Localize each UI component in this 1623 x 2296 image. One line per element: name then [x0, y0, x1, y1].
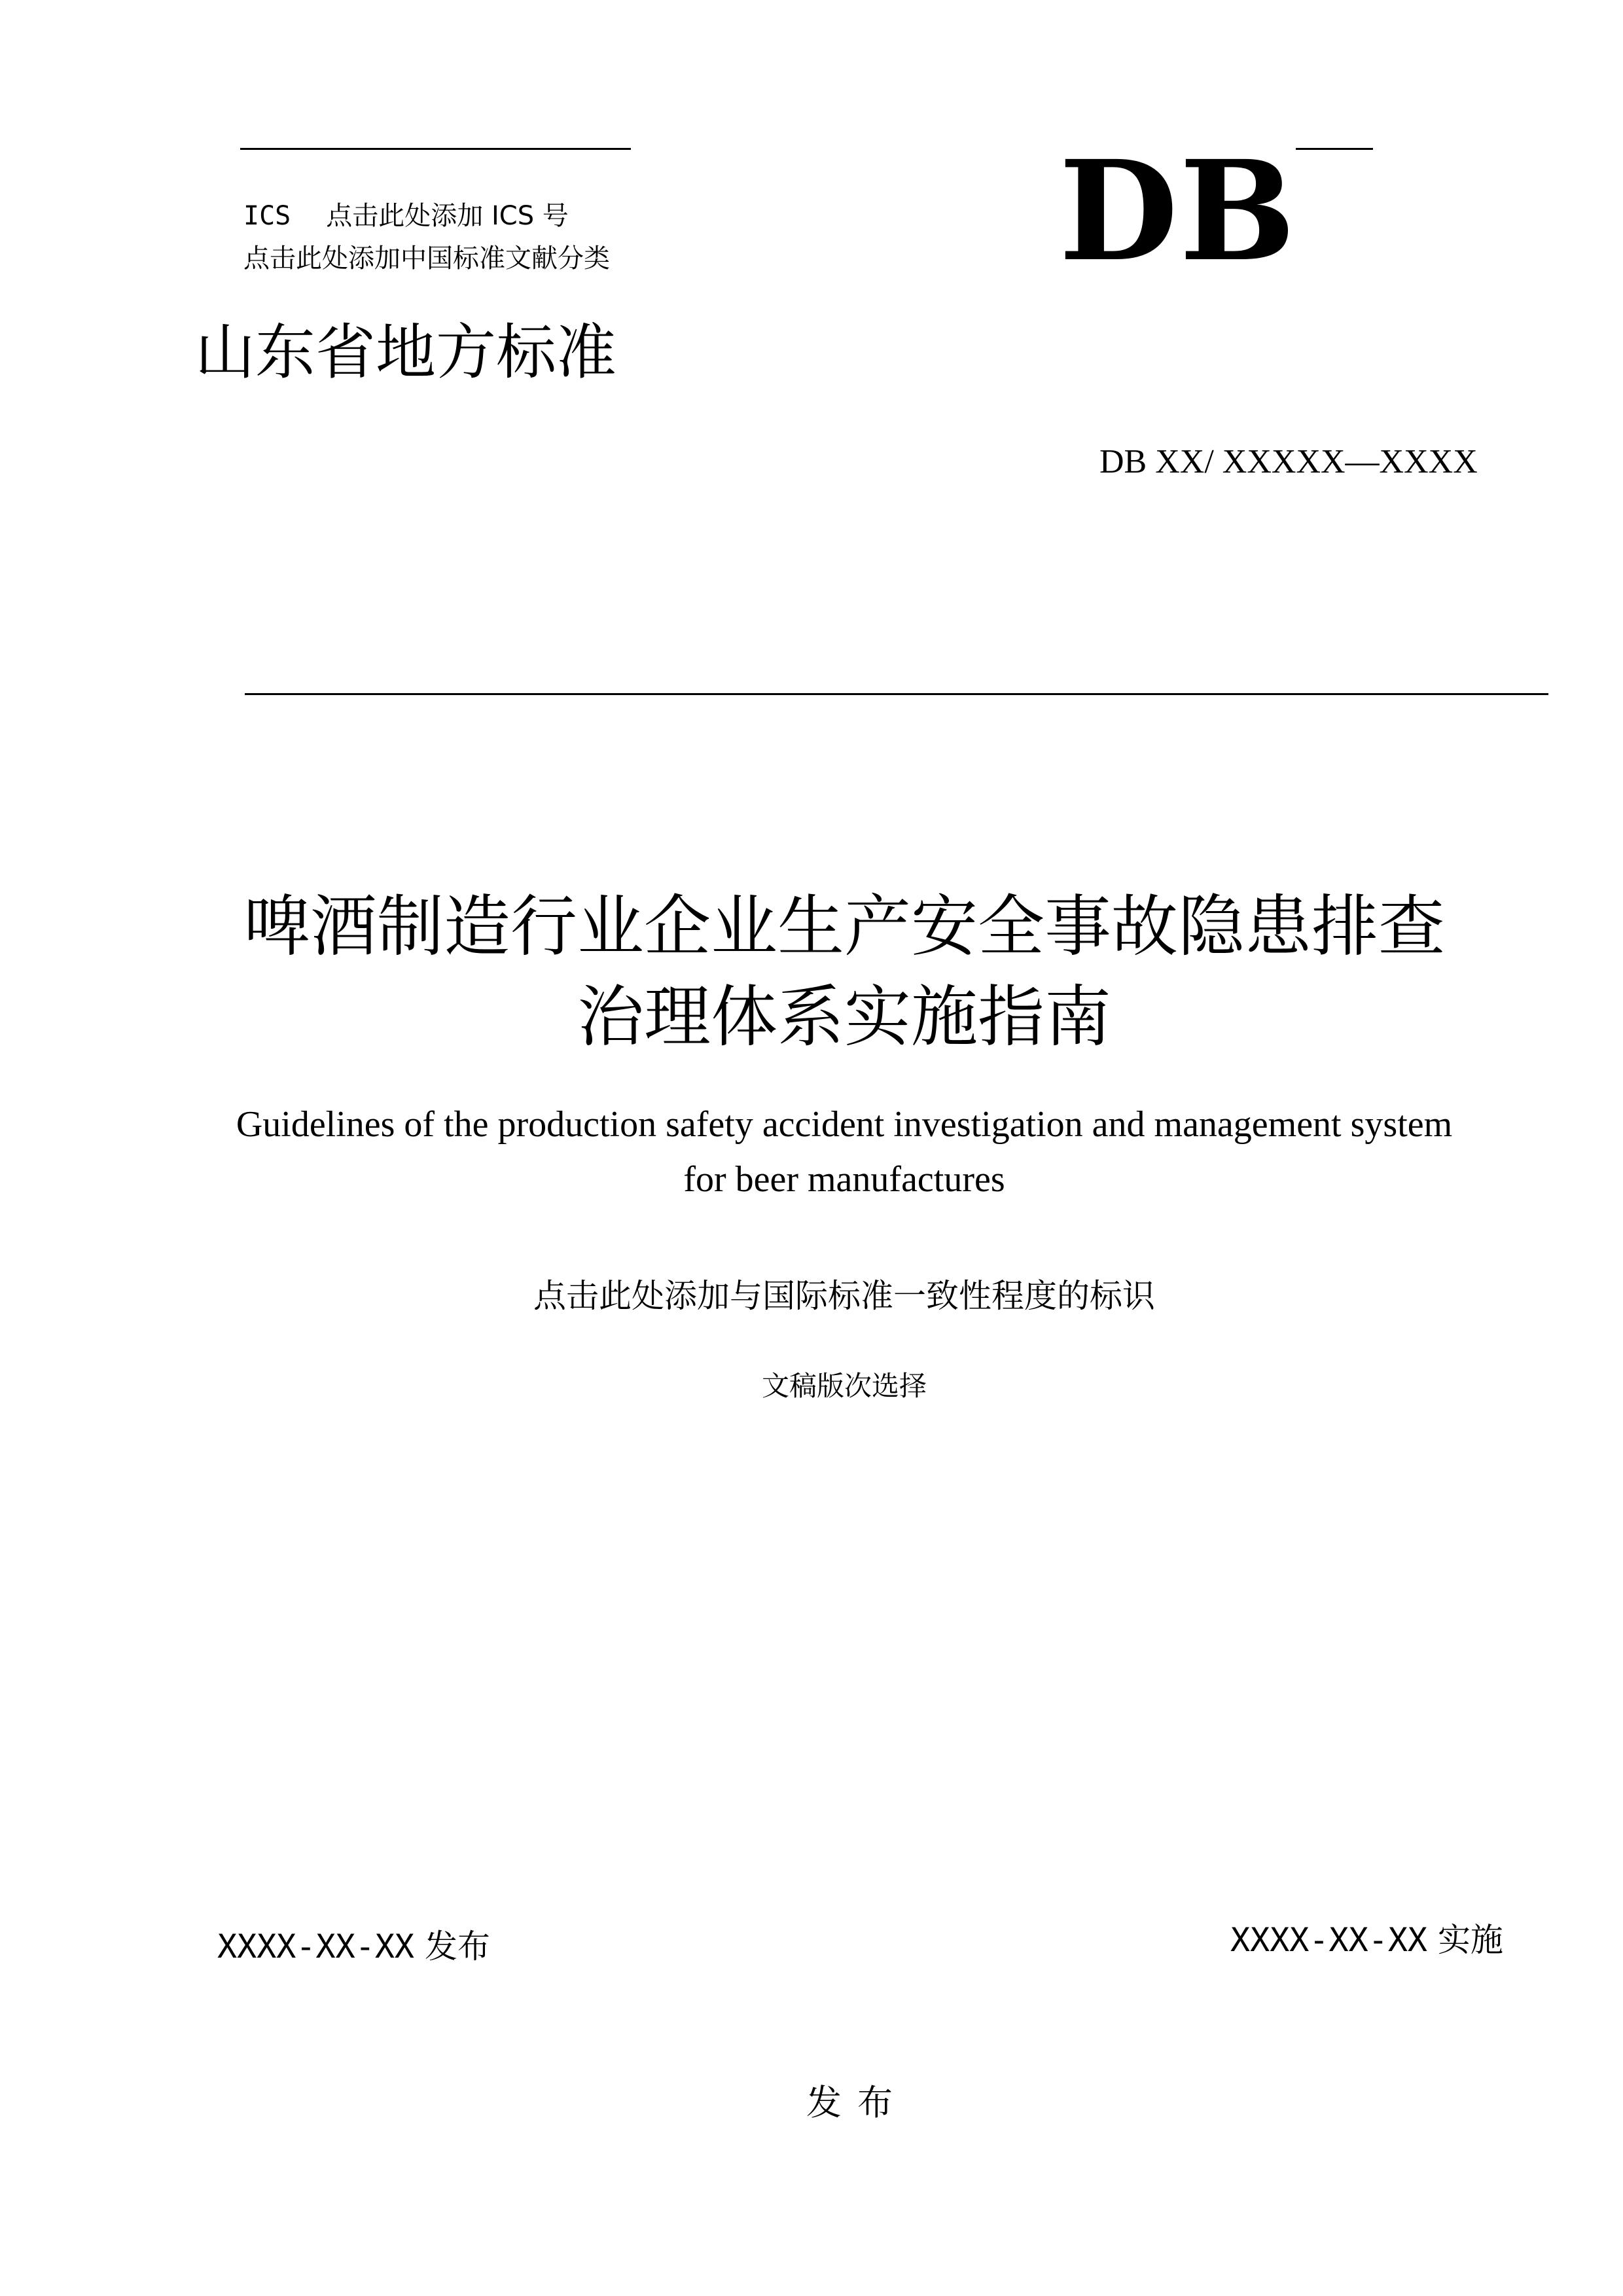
ics-label: ICS [243, 201, 291, 231]
consistency-block [0, 1270, 1623, 1317]
publish-date-line [217, 1920, 490, 1967]
draft-block [0, 1365, 1623, 1404]
consistency-note[interactable]: 点击此处添加与国际标准一致性程度的标识 [533, 1277, 1155, 1315]
standard-number: DB XX/ XXXXX—XXXX [1099, 443, 1478, 480]
implement-date-line [1230, 1914, 1503, 1961]
title-cn-line1: 啤酒制造行业企业生产安全事故隐患排查 [243, 888, 1445, 966]
title-en-block [0, 1097, 1623, 1207]
ics-line[interactable] [243, 200, 569, 232]
db-logo: DB [1059, 130, 1297, 292]
ccs-placeholder: 点击此处添加中国标准文献分类 [243, 243, 610, 274]
title-cn-block [0, 882, 1623, 1063]
header-rule-right [1296, 148, 1373, 150]
title-cn-line2: 治理体系实施指南 [577, 978, 1111, 1056]
draft-version-select[interactable]: 文稿版次选择 [761, 1370, 927, 1402]
publish-date[interactable]: XXXX-XX-XX [217, 1928, 415, 1965]
title-en-line1: Guidelines of the production safety accident investigation and management system [236, 1104, 1453, 1145]
ccs-line[interactable] [243, 242, 632, 275]
title-en-line2: for beer manufactures [683, 1159, 1005, 1200]
ics-placeholder: 点击此处添加 ICS 号 [326, 201, 569, 231]
header-rule-left [240, 148, 631, 150]
title-rule [245, 693, 1548, 695]
implement-date[interactable]: XXXX-XX-XX [1230, 1921, 1428, 1959]
implement-label: 实施 [1437, 1921, 1503, 1959]
province-standard: 山东省地方标准 [195, 317, 617, 387]
issuer[interactable]: 发布 [806, 2082, 908, 2123]
publish-label: 发布 [424, 1928, 490, 1965]
issuer-block [0, 2075, 1623, 2125]
